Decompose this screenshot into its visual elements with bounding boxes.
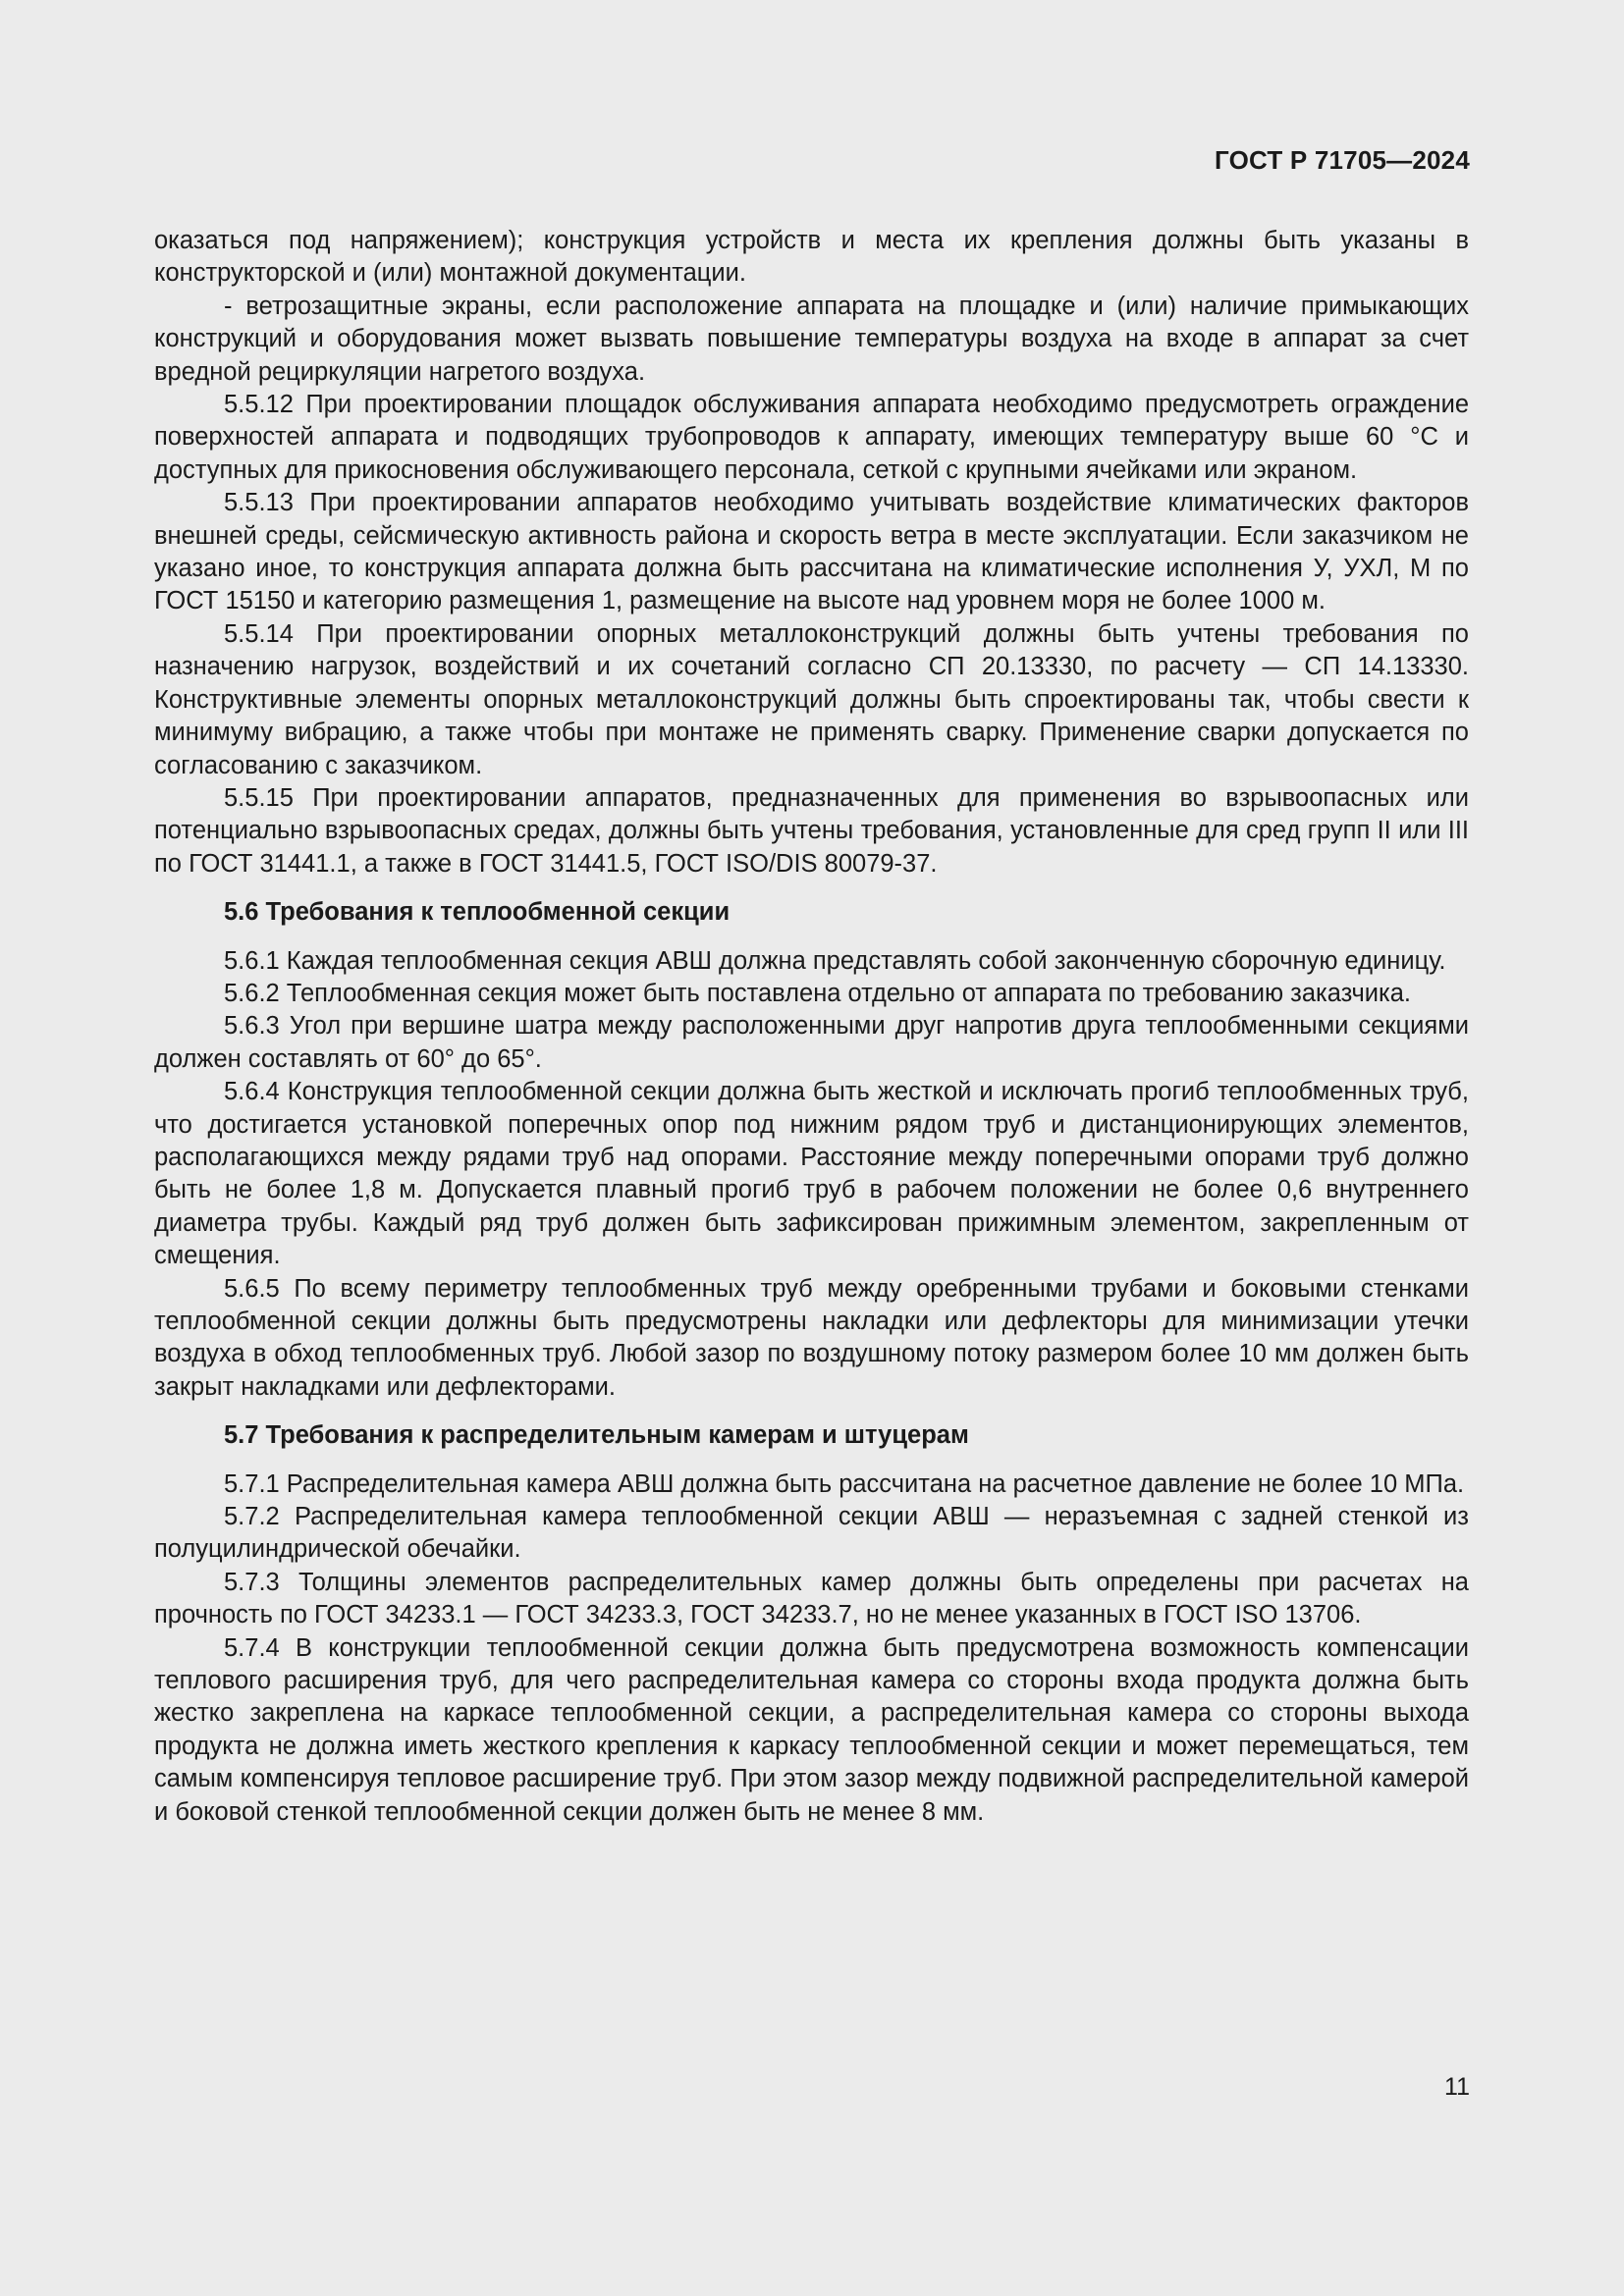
page-number: 11 bbox=[1444, 2073, 1470, 2101]
document-header-id: ГОСТ Р 71705—2024 bbox=[1215, 145, 1470, 175]
paragraph-5-7-4: 5.7.4 В конструкции теплообменной секции должна быть предусмотрена возможность компенсации теплового расширения труб, для чего распределительная камера со стороны входа продукта должна быть жестко закреплена на каркасе теплообменной секции, а распределительная камера со стороны выхода продукта не должна иметь жесткого крепления к каркасу теплообменной секции и может перемещаться, тем самым компенсируя тепловое расширение труб. При этом зазор между подвижной распределительной камерой и боковой стенкой теплообменной секции должен быть не менее 8 мм. bbox=[154, 1633, 1469, 1826]
section-heading-5-7: 5.7 Требования к распределительным камерам и штуцерам bbox=[224, 1421, 969, 1450]
paragraph-5-5-15: 5.5.15 При проектировании аппаратов, предназначенных для применения во взрывоопасных или потенциально взрывоопасных средах, должны быть учтены требования, установленные для сред групп II или III по ГОСТ 31441.1, а также в ГОСТ 31441.5, ГОСТ ISO/DIS 80079-37. bbox=[154, 783, 1469, 878]
paragraph-5-5-13: 5.5.13 При проектировании аппаратов необходимо учитывать воздействие климатических факторов внешней среды, сейсмическую активность района и скорость ветра в месте эксплуатации. Если заказчиком не указано иное, то конструкция аппарата должна быть рассчитана на климатические исполнения У, УХЛ, М по ГОСТ 15150 и категорию размещения 1, размещение на высоте над уровнем моря не более 1000 м. bbox=[154, 489, 1469, 615]
paragraph-5-6-4: 5.6.4 Конструкция теплообменной секции должна быть жесткой и исключать прогиб теплообменных труб, что достигается установкой поперечных опор под нижним рядом труб и дистанционирующих элементов, располагающихся между рядами труб над опорами. Расстояние между поперечными опорами труб должно быть не более 1,8 м. Допускается плавный прогиб труб в рабочем положении не более 0,6 внутреннего диаметра трубы. Каждый ряд труб должен быть зафиксирован прижимным элементом, закрепленным от смещения. bbox=[154, 1078, 1469, 1270]
paragraph-5-6-3: 5.6.3 Угол при вершине шатра между расположенными друг напротив друга теплообменными секциями должен составлять от 60° до 65°. bbox=[154, 1012, 1469, 1073]
paragraph-wind-screens: - ветрозащитные экраны, если расположение аппарата на площадке и (или) наличие примыкающих конструкций и оборудования может вызвать повышение температуры воздуха на входе в аппарат за счет вредной рециркуляции нагретого воздуха. bbox=[154, 292, 1469, 386]
paragraph-5-7-1: 5.7.1 Распределительная камера АВШ должна быть рассчитана на расчетное давление не более 10 МПа. bbox=[224, 1469, 1465, 1498]
paragraph-5-5-14: 5.5.14 При проектировании опорных металлоконструкций должны быть учтены требования по назначению нагрузок, воздействий и их сочетаний согласно СП 20.13330, по расчету — СП 14.13330. Конструктивные элементы опорных металлоконструкций должны быть спроектированы так, чтобы свести к минимуму вибрацию, а также чтобы при монтаже не применять сварку. Применение сварки допускается по согласованию с заказчиком. bbox=[154, 619, 1469, 779]
paragraph-5-7-3: 5.7.3 Толщины элементов распределительных камер должны быть определены при расчетах на прочность по ГОСТ 34233.1 — ГОСТ 34233.3, ГОСТ 34233.7, но не менее указанных в ГОСТ ISO 13706. bbox=[154, 1568, 1469, 1629]
paragraph-5-6-2: 5.6.2 Теплообменная секция может быть поставлена отдельно от аппарата по требованию заказчика. bbox=[224, 979, 1411, 1007]
paragraph-5-5-12: 5.5.12 При проектировании площадок обслуживания аппарата необходимо предусмотреть ограждение поверхностей аппарата и подводящих трубопроводов к аппарату, имеющих температуру выше 60 °С и доступных для прикосновения обслуживающего персонала, сеткой с крупными ячейками или экраном. bbox=[154, 391, 1469, 484]
paragraph-5-7-2: 5.7.2 Распределительная камера теплообменной секции АВШ — неразъемная с задней стенкой из полуцилиндрической обечайки. bbox=[154, 1503, 1469, 1564]
document-body bbox=[154, 225, 1469, 1829]
section-heading-5-6: 5.6 Требования к теплообменной секции bbox=[224, 898, 731, 927]
paragraph-5-6-5: 5.6.5 По всему периметру теплообменных труб между оребренными трубами и боковыми стенками теплообменной секции должны быть предусмотрены накладки или дефлекторы для минимизации утечки воздуха в обход теплообменных труб. Любой зазор по воздушному потоку размером более 10 мм должен быть закрыт накладками или дефлекторами. bbox=[154, 1274, 1469, 1401]
paragraph-5-6-1: 5.6.1 Каждая теплообменная секция АВШ должна представлять собой законченную сборочную единицу. bbox=[224, 946, 1446, 975]
paragraph-continuation: оказаться под напряжением); конструкция устройств и места их крепления должны быть указаны в конструкторской и (или) монтажной документации. bbox=[154, 227, 1469, 288]
